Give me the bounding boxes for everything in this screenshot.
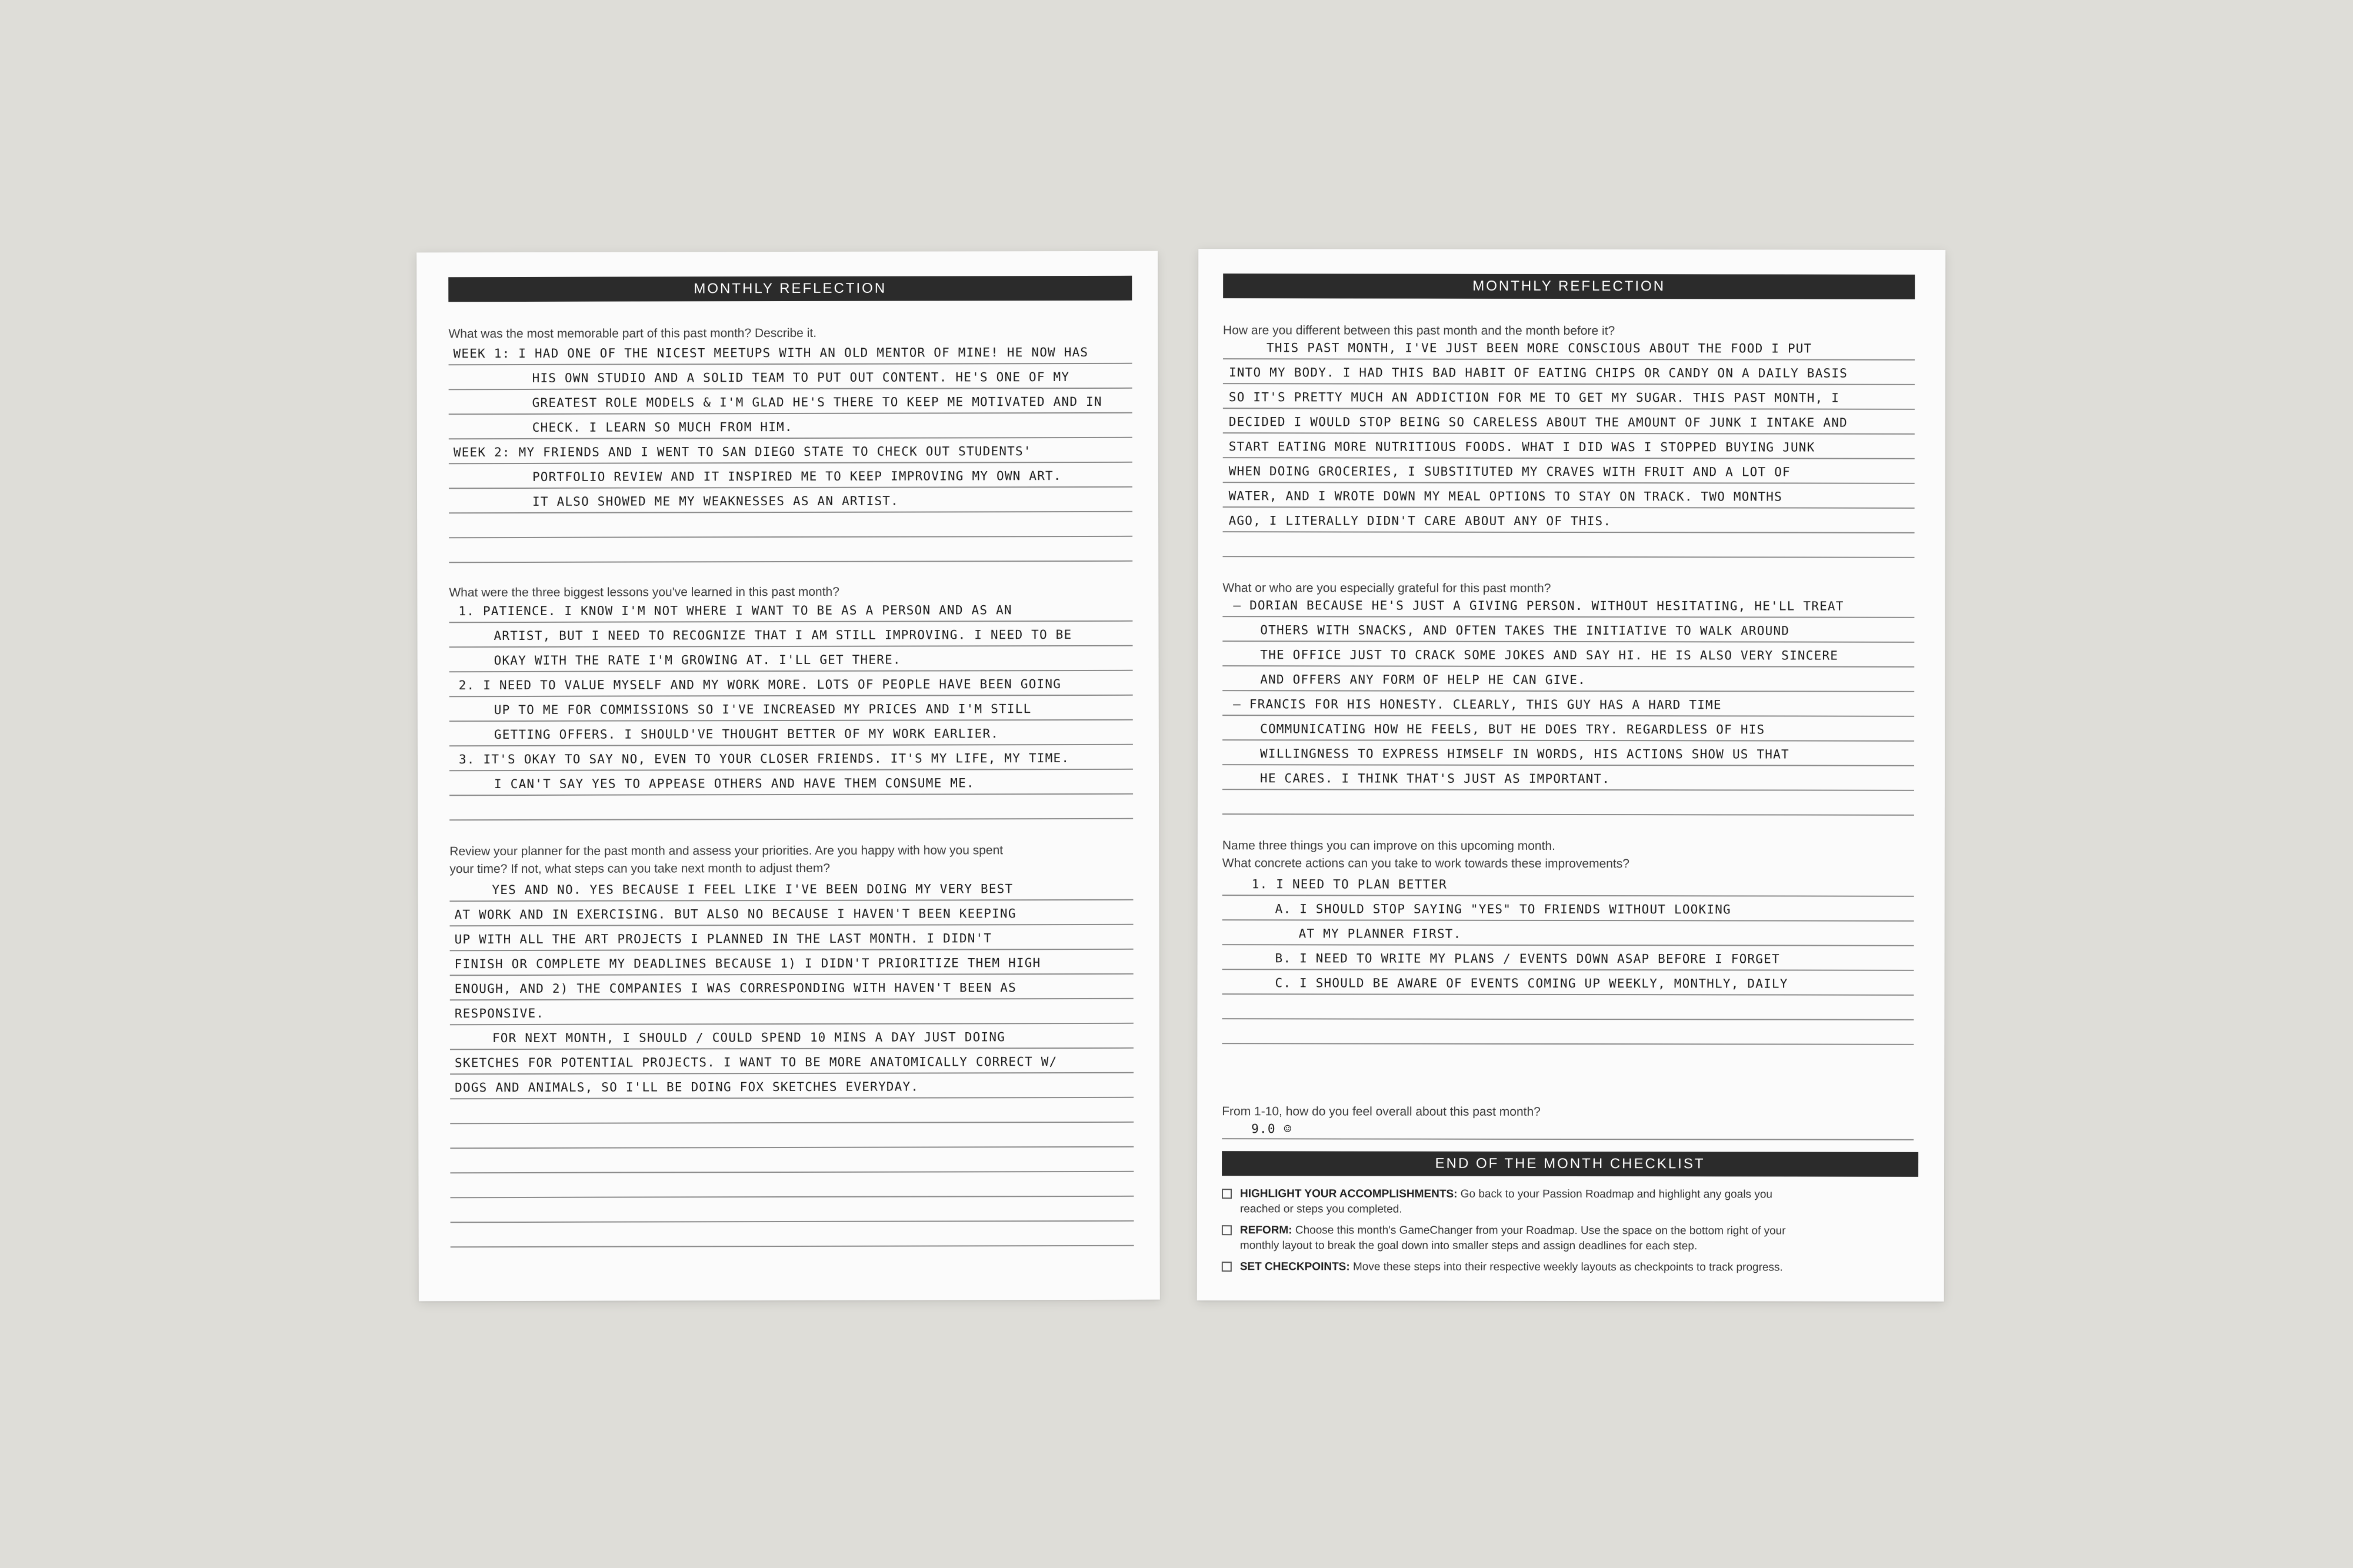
question-different: How are you different between this past month and the month before it?	[1223, 323, 1615, 338]
checkbox-reform[interactable]	[1222, 1225, 1232, 1235]
checklist-item-reform[interactable]	[1222, 1223, 1921, 1255]
answer-line: SKETCHES FOR POTENTIAL PROJECTS. I WANT TO BE MORE ANATOMICALLY CORRECT W/	[454, 1055, 1058, 1070]
ruled-line	[450, 998, 1134, 1000]
answer-line: B. I NEED TO WRITE MY PLANS / EVENTS DOWN ASAP BEFORE I FORGET	[1275, 951, 1780, 966]
ruled-line	[449, 388, 1132, 390]
checklist-item-highlight[interactable]	[1222, 1186, 1921, 1218]
answer-line: 3. IT'S OKAY TO SAY NO, EVEN TO YOUR CLOSER FRIENDS. IT'S MY LIFE, MY TIME.	[458, 750, 1070, 767]
answer-line: YES AND NO. YES BECAUSE I FEEL LIKE I'VE BEEN DOING MY VERY BEST	[492, 882, 1014, 898]
answer-line: CHECK. I LEARN SO MUCH FROM HIM.	[532, 419, 793, 435]
page-banner: MONTHLY REFLECTION	[448, 276, 1132, 302]
answer-line: WATER, AND I WROTE DOWN MY MEAL OPTIONS TO STAY ON TRACK. TWO MONTHS	[1228, 489, 1783, 504]
ruled-line	[450, 1097, 1134, 1099]
answer-line: ARTIST, BUT I NEED TO RECOGNIZE THAT I AM STILL IMPROVING. I NEED TO BE	[494, 627, 1072, 643]
answer-line: AND OFFERS ANY FORM OF HELP HE CAN GIVE.	[1260, 672, 1586, 688]
ruled-line	[450, 1122, 1134, 1124]
checklist-text: Go back to your Passion Roadmap and highlight any goals you	[1460, 1187, 1772, 1201]
answer-line: DOGS AND ANIMALS, SO I'LL BE DOING FOX SKETCHES EVERYDAY.	[455, 1079, 919, 1095]
ruled-line	[449, 462, 1132, 464]
answer-line: OTHERS WITH SNACKS, AND OFTEN TAKES THE INITIATIVE TO WALK AROUND	[1260, 623, 1790, 638]
ruled-line	[1222, 993, 1914, 996]
ruled-line	[449, 899, 1133, 902]
answer-line: WILLINGNESS TO EXPRESS HIMSELF IN WORDS, HIS ACTIONS SHOW US THAT	[1260, 746, 1789, 762]
ruled-line	[449, 818, 1133, 820]
ruled-line	[1222, 764, 1914, 766]
question-lessons: What were the three biggest lessons you've learned in this past month?	[449, 585, 839, 600]
question-rating: From 1-10, how do you feel overall about this past month?	[1222, 1105, 1541, 1119]
ruled-line	[1222, 739, 1914, 742]
checklist-text: Choose this month's GameChanger from your Roadmap. Use the space on the bottom right of your	[1295, 1224, 1786, 1237]
ruled-line	[449, 695, 1133, 697]
ruled-line	[449, 561, 1132, 563]
answer-line: FOR NEXT MONTH, I SHOULD / COULD SPEND 10 MINS A DAY JUST DOING	[492, 1030, 1006, 1046]
ruled-line	[449, 412, 1132, 415]
question-priorities-2: your time? If not, what steps can you take next month to adjust them?	[449, 861, 831, 876]
checklist-label: HIGHLIGHT YOUR ACCOMPLISHMENTS:	[1239, 1187, 1458, 1200]
question-improve-2: What concrete actions can you take to work towards these improvements?	[1222, 856, 1629, 871]
ruled-line	[1222, 640, 1914, 643]
ruled-line	[1223, 358, 1915, 361]
answer-line: WEEK 1: I HAD ONE OF THE NICEST MEETUPS WITH AN OLD MENTOR OF MINE! HE NOW HAS	[453, 345, 1089, 361]
checklist-item-checkpoints[interactable]	[1222, 1259, 1921, 1276]
ruled-line	[1223, 506, 1915, 509]
ruled-line	[1223, 383, 1915, 385]
question-improve-1: Name three things you can improve on this upcoming month.	[1222, 839, 1555, 853]
answer-line: THIS PAST MONTH, I'VE JUST BEEN MORE CONSCIOUS ABOUT THE FOOD I PUT	[1266, 341, 1812, 356]
answer-line: AT WORK AND IN EXERCISING. BUT ALSO NO BECAUSE I HAVEN'T BEEN KEEPING	[454, 906, 1016, 922]
answer-line: HE CARES. I THINK THAT'S JUST AS IMPORTANT.	[1259, 771, 1611, 786]
rating-answer: 9.0 ☺	[1251, 1122, 1292, 1136]
checklist-text: reached or steps you completed.	[1239, 1203, 1402, 1216]
ruled-line	[1222, 813, 1914, 816]
ruled-line	[449, 719, 1133, 722]
answer-line: AGO, I LITERALLY DIDN'T CARE ABOUT ANY OF THIS.	[1228, 513, 1612, 529]
ruled-line	[1223, 408, 1915, 410]
ruled-line	[450, 949, 1134, 951]
answer-line: I CAN'T SAY YES TO APPEASE OTHERS AND HAVE THEM CONSUME ME.	[494, 776, 975, 792]
ruled-line	[1222, 1043, 1914, 1045]
ruled-line	[1222, 690, 1914, 692]
answer-line: UP TO ME FOR COMMISSIONS SO I'VE INCREASED MY PRICES AND I'M STILL	[494, 702, 1032, 718]
ruled-line	[450, 924, 1134, 926]
ruled-line	[449, 437, 1132, 439]
answer-line: IT ALSO SHOWED ME MY WEAKNESSES AS AN ARTIST.	[532, 493, 899, 509]
ruled-line	[450, 1072, 1134, 1075]
ruled-line	[1222, 1018, 1914, 1020]
ruled-line	[1222, 715, 1914, 717]
ruled-line	[450, 1047, 1134, 1050]
answer-line: GETTING OFFERS. I SHOULD'VE THOUGHT BETTER OF MY WORK EARLIER.	[494, 726, 999, 742]
ruled-line	[1223, 432, 1915, 435]
ruled-line	[1222, 969, 1914, 971]
answer-line: – DORIAN BECAUSE HE'S JUST A GIVING PERSON. WITHOUT HESITATING, HE'LL TREAT	[1233, 598, 1844, 613]
answer-line: – FRANCIS FOR HIS HONESTY. CLEARLY, THIS GUY HAS A HARD TIME	[1233, 697, 1722, 712]
ruled-line	[1222, 895, 1914, 897]
answer-line: A. I SHOULD STOP SAYING "YES" TO FRIENDS WITHOUT LOOKING	[1275, 902, 1731, 917]
ruled-line	[450, 973, 1134, 976]
checklist-label: SET CHECKPOINTS:	[1239, 1260, 1350, 1273]
ruled-line	[451, 1220, 1134, 1223]
question-grateful: What or who are you especially grateful for this past month?	[1222, 581, 1551, 595]
checkbox-highlight[interactable]	[1222, 1189, 1232, 1199]
answer-line: INTO MY BODY. I HAD THIS BAD HABIT OF EATING CHIPS OR CANDY ON A DAILY BASIS	[1228, 365, 1848, 381]
answer-line: THE OFFICE JUST TO CRACK SOME JOKES AND SAY HI. HE IS ALSO VERY SINCERE	[1260, 648, 1839, 663]
answer-line: PORTFOLIO REVIEW AND IT INSPIRED ME TO KEEP IMPROVING MY OWN ART.	[532, 469, 1062, 484]
ruled-line	[1222, 1138, 1914, 1140]
ruled-line	[449, 670, 1133, 672]
ruled-line	[1222, 919, 1914, 922]
answer-line: AT MY PLANNER FIRST.	[1298, 926, 1462, 941]
ruled-line	[449, 744, 1133, 746]
ruled-line	[449, 536, 1132, 538]
checklist-label: REFORM:	[1239, 1224, 1292, 1237]
answer-line: 2. I NEED TO VALUE MYSELF AND MY WORK MORE. LOTS OF PEOPLE HAVE BEEN GOING	[458, 677, 1062, 693]
checklist-text: monthly layout to break the goal down into smaller steps and assign deadlines for each step.	[1239, 1239, 1698, 1253]
answer-line: GREATEST ROLE MODELS & I'M GLAD HE'S THERE TO KEEP ME MOTIVATED AND IN	[532, 394, 1102, 410]
answer-line: RESPONSIVE.	[454, 1006, 545, 1021]
ruled-line	[1223, 457, 1915, 459]
ruled-line	[1222, 789, 1914, 791]
question-priorities-1: Review your planner for the past month and assess your priorities. Are you happy with how you spent	[449, 843, 1004, 859]
ruled-line	[1222, 944, 1914, 946]
right-reflection-page	[1197, 249, 1945, 1302]
answer-line: 1. I NEED TO PLAN BETTER	[1251, 877, 1447, 892]
answer-line: OKAY WITH THE RATE I'M GROWING AT. I'LL GET THERE.	[494, 652, 901, 668]
ruled-line	[449, 793, 1133, 796]
answer-line: C. I SHOULD BE AWARE OF EVENTS COMING UP WEEKLY, MONTHLY, DAILY	[1275, 976, 1788, 991]
answer-line: ENOUGH, AND 2) THE COMPANIES I WAS CORRESPONDING WITH HAVEN'T BEEN AS	[454, 980, 1016, 996]
ruled-line	[449, 511, 1132, 513]
ruled-line	[451, 1245, 1134, 1247]
answer-line: UP WITH ALL THE ART PROJECTS I PLANNED IN THE LAST MONTH. I DIDN'T	[454, 931, 992, 947]
ruled-line	[1222, 616, 1914, 618]
ruled-line	[1222, 665, 1914, 668]
ruled-line	[449, 486, 1132, 489]
page-banner: MONTHLY REFLECTION	[1223, 273, 1915, 299]
answer-line: SO IT'S PRETTY MUCH AN ADDICTION FOR ME TO GET MY SUGAR. THIS PAST MONTH, I	[1228, 390, 1840, 405]
ruled-line	[450, 1171, 1134, 1173]
ruled-line	[449, 645, 1133, 648]
ruled-line	[449, 363, 1132, 365]
ruled-line	[1223, 556, 1915, 558]
ruled-line	[1223, 531, 1915, 533]
ruled-line	[449, 620, 1132, 623]
question-memorable: What was the most memorable part of this past month? Describe it.	[448, 326, 817, 341]
checklist-banner: END OF THE MONTH CHECKLIST	[1222, 1151, 1918, 1177]
checklist-text: Move these steps into their respective weekly layouts as checkpoints to track progress.	[1352, 1260, 1783, 1274]
checkbox-checkpoints[interactable]	[1222, 1262, 1232, 1272]
left-reflection-page	[416, 251, 1160, 1302]
ruled-line	[450, 1196, 1134, 1198]
ruled-line	[450, 1023, 1134, 1025]
answer-line: COMMUNICATING HOW HE FEELS, BUT HE DOES TRY. REGARDLESS OF HIS	[1260, 722, 1765, 737]
answer-line: FINISH OR COMPLETE MY DEADLINES BECAUSE 1) I DIDN'T PRIORITIZE THEM HIGH	[454, 956, 1041, 972]
answer-line: WHEN DOING GROCERIES, I SUBSTITUTED MY CRAVES WITH FRUIT AND A LOT OF	[1228, 464, 1791, 479]
answer-line: DECIDED I WOULD STOP BEING SO CARELESS ABOUT THE AMOUNT OF JUNK I INTAKE AND	[1228, 415, 1848, 430]
answer-line: HIS OWN STUDIO AND A SOLID TEAM TO PUT OUT CONTENT. HE'S ONE OF MY	[532, 369, 1070, 385]
answer-line: START EATING MORE NUTRITIOUS FOODS. WHAT I DID WAS I STOPPED BUYING JUNK	[1228, 439, 1815, 455]
ruled-line	[449, 769, 1133, 771]
ruled-line	[1223, 482, 1915, 484]
ruled-line	[450, 1146, 1134, 1149]
answer-line: 1. PATIENCE. I KNOW I'M NOT WHERE I WANT TO BE AS A PERSON AND AS AN	[458, 603, 1012, 619]
answer-line: WEEK 2: MY FRIENDS AND I WENT TO SAN DIEGO STATE TO CHECK OUT STUDENTS'	[453, 444, 1032, 460]
